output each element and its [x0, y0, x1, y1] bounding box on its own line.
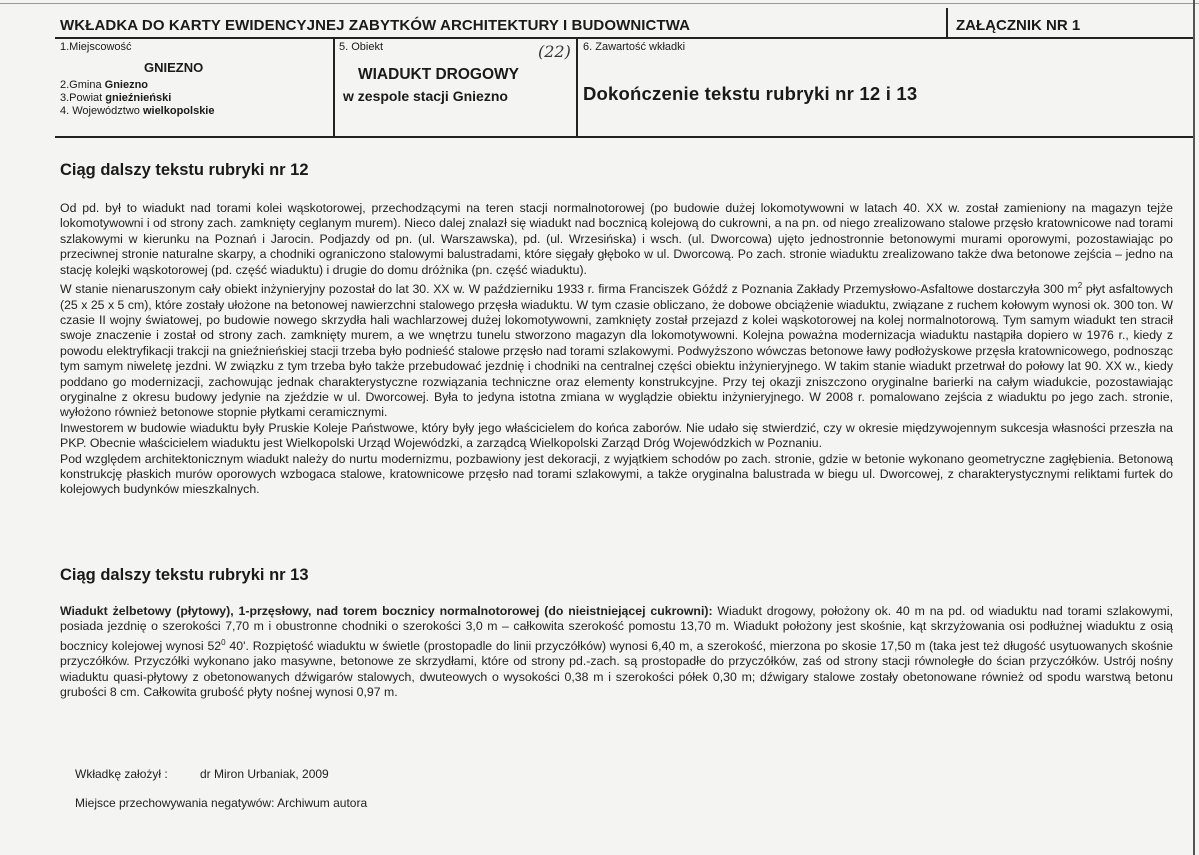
author-label: Wkładkę założył :: [75, 767, 168, 781]
field-county: [60, 92, 171, 105]
province-value: wielkopolskie: [142, 105, 215, 117]
page-edge-top: [0, 3, 1199, 4]
storage-value: Archiwum autora: [277, 796, 368, 810]
section-12-paragraph: Od pd. był to wiadukt nad torami kolei wąskotorowej, przechodzącymi na teren stacji normalnotorowej (po budowie dużej lokomotywowni w latach 40. XX w. został zamieniony na magazyn tejże lokomotywowni i od strony zach. zamknięty ceglanym murem). Nieco dalej znalazł się wiadukt nad bocznicą kolejową do cukrowni, a na pn. od niego zrealizowano stalowe przęsło kratownicowe nad torami szlakowymi w kierunku na Poznań i Jarocin. Podjazdy od pn. (ul. Warszawska), pd. (ul. Wrzesińska) i wsch. (ul. Dworcowa) ujęto jednostronnie betonowymi murami oporowymi, pozostawiając po przeciwnej stronie naturalne skarpy, a chodniki ograniczono stalowymi balustradami, które sięgały głęboko w ul. Dworcową. Po zach. stronie wiaduktu zrealizowano także dwa betonowe zejścia – jedno na stację kolejki wąskotorowej (pd. część wiaduktu) i drugie do domu dróżnika (pn. część wiaduktu).: [60, 201, 1173, 277]
document-title: WKŁADKA DO KARTY EWIDENCYJNEJ ZABYTKÓW ARCHITEKTURY I BUDOWNICTWA: [60, 17, 691, 34]
section-12-paragraph: Inwestorem w budowie wiaduktu były Pruskie Koleje Państwowe, który były jego właścicielem do końca zaborów. Nie udało się stwierdzić, czy w okresie międzywojennym sukcesja własności przeszła na PKP. Obecnie właścicielem wiaduktu jest Wielkopolski Urząd Wojewódzki, a zarządcą Wielkopolski Zarząd Dróg Wojewódzkich w Poznaniu.: [60, 420, 1173, 451]
superscript: 2: [1077, 281, 1083, 291]
section-12-paragraph: Pod względem architektonicznym wiadukt należy do nurtu modernizmu, pozbawiony jest dekoracji, z wyjątkiem schodów po zach. stronie, gdzie w betonie wykonano geometryczne zagłębienia. Betonową konstrukcję płaskich murów oporowych wzbogaca stalowe, kratownicowe przęsło nad torami szlakowymi, a także oryginalna balustrada w biegu ul. Dworcowej, z charakterystycznymi reliktami furtek do kolejowych budynków mieszkalnych.: [60, 451, 1173, 497]
header-rule-bottom: [55, 136, 1193, 138]
annex-label: ZAŁĄCZNIK NR 1: [956, 17, 1081, 34]
header-rule-top: [55, 37, 1193, 39]
section-12-paragraph: [60, 278, 1173, 421]
commune-value: Gniezno: [104, 79, 149, 91]
field-province: [60, 105, 214, 118]
section-13-heading: Ciąg dalszy tekstu rubryki nr 13: [60, 566, 309, 584]
section-12-heading: Ciąg dalszy tekstu rubryki nr 12: [60, 161, 309, 179]
text-run: Wiadukt drogowy, położony ok. 40 m na pd. od wiaduktu nad torami szlakowymi, posiada jezdnię o szerokości 7,70 m i obustronne chodniki o szerokości 3,0 m – całkowita szerokość pomostu 13,70 m. Wiadukt położony jest skośnie, kąt skrzyżowania osi podłużnej wiaduktu z osią bocznicy kolejowej wynosi 52: [60, 604, 1173, 653]
page-edge-right: [1193, 0, 1195, 855]
section-13-paragraph: [60, 604, 1173, 701]
town-name: GNIEZNO: [144, 60, 204, 75]
field-county-label: 3.Powiat: [60, 92, 103, 104]
field-commune-label: 2.Gmina: [60, 79, 102, 91]
storage-label: Miejsce przechowywania negatywów:: [75, 796, 275, 810]
object-subtitle: w zespole stacji Gniezno: [343, 88, 508, 104]
text-run: W stanie nienaruszonym cały obiekt inżynieryjny pozostał do lat 30. XX w. W październiku 1933 r. firma Franciszek Góźdź z Poznania Zakłady Przemysłowo-Asfaltowe dostarczyła 300 m: [60, 282, 1078, 297]
text-run: płyt asfaltowych (25 x 25 x 5 cm), które zostały ułożone na betonowej nawierzchni stalowego przęsła wiaduktu. W tym czasie obliczano, że dobowe obciążenie wiaduktu, związane z ruchem kołowym wynosi ok. 300 ton. W czasie II wojny światowej, po budowie nowego skrzydła hali wachlarzowej dużej lokomotywowni, zamknięty został przejazd z kolei wąskotorowej na kolej normalnotorową. Tym samym wiadukt ten stracił swoje znaczenie i został od strony zach. zamknięty murem, a we wnętrzu tunelu stworzono magazyn dla lokomotywowni. Kolejna poważna modernizacja wiaduktu nastąpiła dopiero w 1976 r., kiedy z powodu elektryfikacji trakcji na gnieźnieńskiej stacji trzeba było podnieść stalowe przęsło nad torami szlakowymi. Podwyższono wówczas betonowe ławy podłożyskowe przęsła kratownicowego, podnosząc tym samym niweletę jezdni. W związku z tym trzeba było także przebudować jezdnię i chodniki na centralnej części obiektu inżynieryjnego. W takim stanie wiadukt przetrwał do połowy lat 90. XX w., kiedy poddano go modernizacji, zachowując jednak charakterystyczne rozwiązania techniczne oraz elementy konstrukcyjne. Przy tej okazji zniszczono oryginalne barierki na całym wiadukcie, pozostawiając oryginalne z okresu budowy jedynie na zjeździe w ul. Dworcowej. Była to jedyna istotna zmiana w wyglądzie obiektu inżynieryjnego. W 2008 r. pomalowano zejścia z wiaduktu po jego zach. stronie, wyłożono również betonowe stopnie płytkami ceramicznymi.: [60, 282, 1173, 420]
county-value: gnieźnieński: [105, 92, 172, 104]
field-town-label: 1.Miejscowość: [60, 41, 132, 53]
section-13-body: [60, 604, 1173, 701]
section-12-body: [60, 201, 1173, 498]
lead-text: Wiadukt żelbetowy (płytowy), 1-przęsłowy, nad torem bocznicy normalnotorowej (do nieistniejącej cukrowni):: [60, 604, 713, 618]
title-divider: [946, 8, 948, 38]
text-run: 40'. Rozpiętość wiaduktu w świetle (prostopadle do linii przyczółków) wynosi 6,40 m, a szerokość, mierzona po skosie 17,50 m (taka jest też długość usytuowanych skośnie przyczółków. Przyczółki wykonano jako masywne, betonowe ze skrzydłami, które od strony pd.-zach. są prostopadłe do przyczółków, zaś od strony stacji równoległe do ścian przyczółków. Ustrój nośny wiaduktu quasi-płytowy z obetonowanych dźwigarów stalowych, dwuteowych o wysokości 0,38 m i szerokości półek 0,30 m; dźwigary stalowe zostały obetonowane również od spodu warstwą betonu grubości 8 cm. Całkowita grubość płyty nośnej wynosi 0,97 m.: [60, 638, 1173, 700]
author-value: dr Miron Urbaniak, 2009: [200, 767, 329, 781]
column-divider-1: [333, 38, 335, 137]
field-province-label: 4. Województwo: [60, 105, 140, 117]
storage-line: [75, 796, 367, 810]
object-name: WIADUKT DROGOWY: [358, 66, 520, 83]
column-divider-2: [576, 38, 578, 137]
field-object-label: 5. Obiekt: [339, 41, 384, 53]
handwritten-number: (22): [538, 42, 571, 61]
contents-value: Dokończenie tekstu rubryki nr 12 i 13: [583, 83, 918, 104]
field-contents-label: 6. Zawartość wkładki: [583, 41, 686, 53]
field-commune: [60, 79, 148, 92]
superscript: 0: [221, 637, 226, 647]
